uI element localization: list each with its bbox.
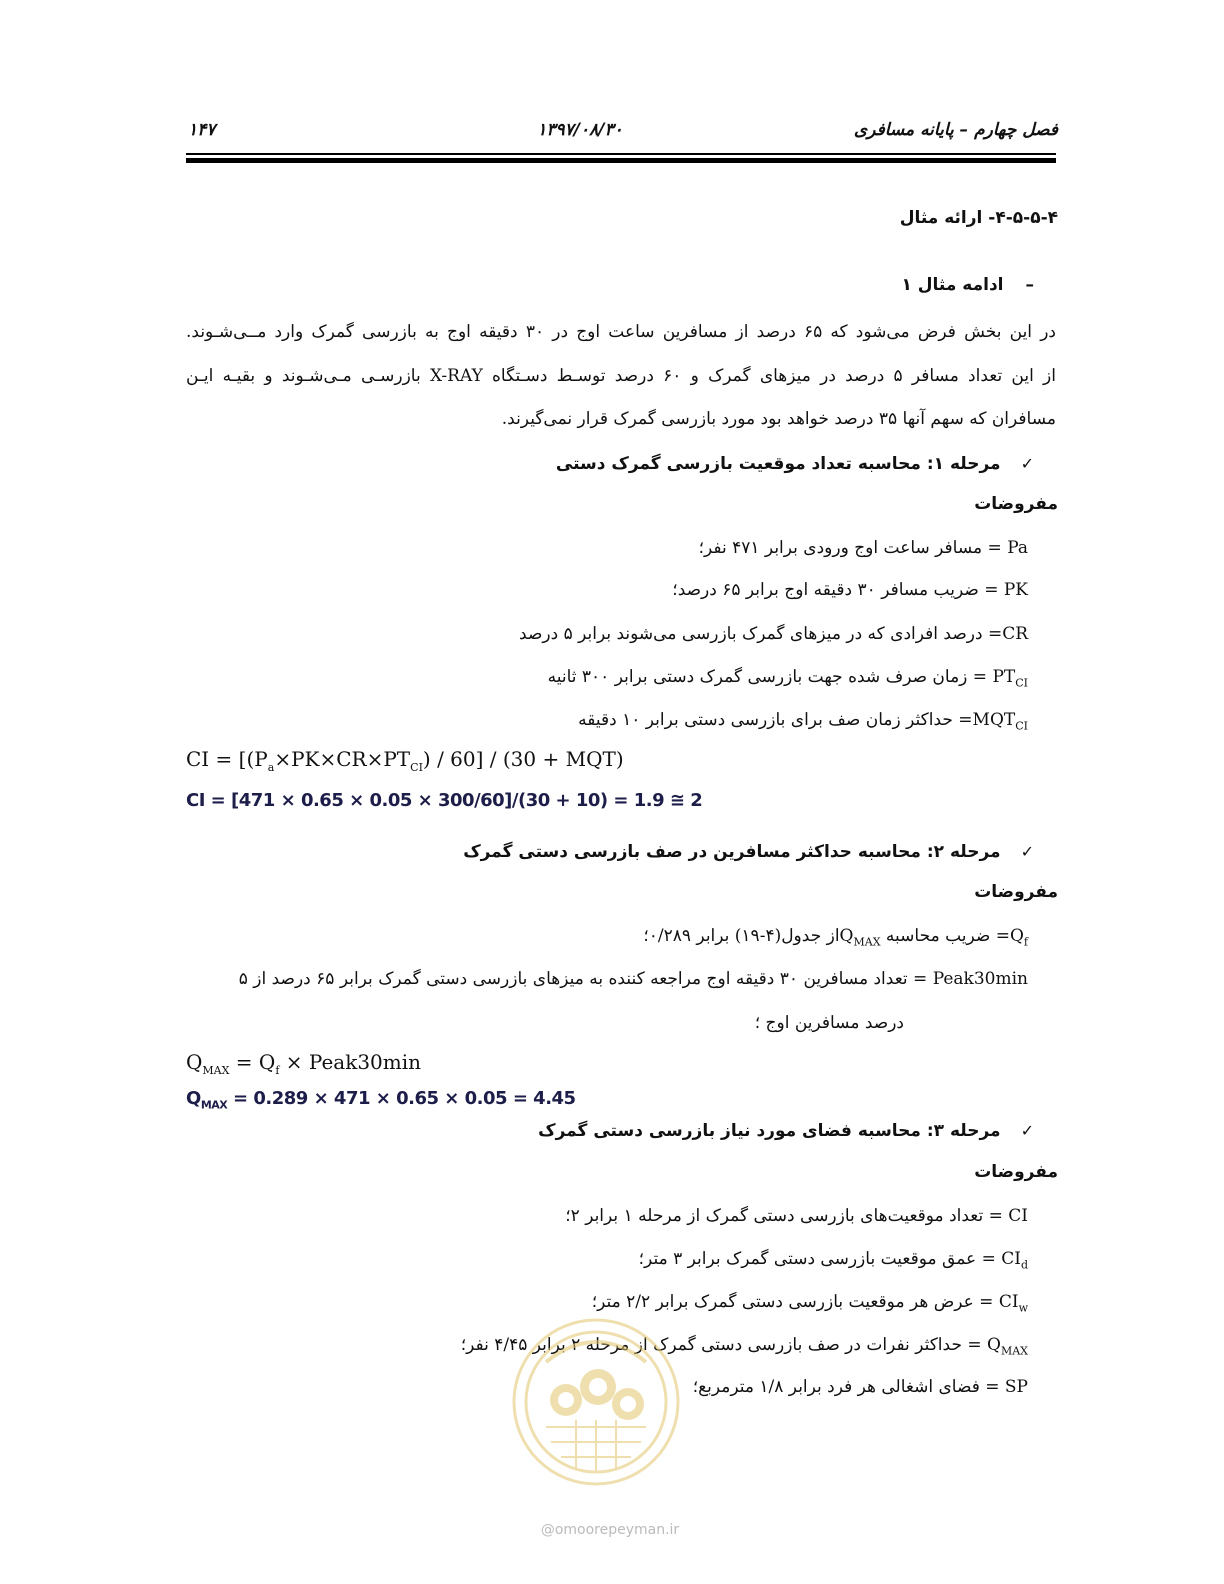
symbol: CI	[1008, 1206, 1028, 1226]
dash-bullet: –	[1025, 275, 1034, 295]
step2-formula: $Q_{MAX} = Q_f$ × Peak30min	[186, 1050, 422, 1077]
step1-assumption-mqt	[578, 710, 1028, 732]
assumption-text: = عرض هر موقعیت بازرسی دستی گمرک برابر ۲/۲ متر؛	[591, 1292, 999, 1312]
step3-assumption-sp	[693, 1377, 1028, 1397]
header-rule-thin	[186, 153, 1056, 155]
assumption-text: = عمق موقعیت بازرسی دستی گمرک برابر ۳ متر؛	[638, 1249, 1002, 1269]
check-icon: ✓	[1020, 842, 1034, 861]
symbol: CR	[1002, 624, 1028, 644]
check-icon: ✓	[1020, 1121, 1034, 1140]
step1-formula: CI = $[(P_a\times PK\times CR\times PT_{CI}) / 60] / (30 + MQT)$	[186, 747, 624, 774]
symbol: $CI_w$	[998, 1292, 1028, 1315]
step1-assumption-pt	[548, 667, 1028, 689]
assumption-text: = فضای اشغالی هر فرد برابر ۱/۸ مترمربع؛	[692, 1377, 1005, 1397]
symbol: Pa	[1007, 538, 1028, 558]
step1-title-row	[556, 454, 1034, 474]
assumption-text: = تعداد موقعیت‌های بازرسی دستی گمرک از مرحله ۱ برابر ۲؛	[565, 1206, 1009, 1226]
step2-title: مرحله ۲: محاسبه حداکثر مسافرین در صف بازرسی دستی گمرک	[463, 842, 1001, 862]
symbol: SP	[1004, 1377, 1028, 1397]
step3-assumption-ci	[565, 1206, 1028, 1226]
header-date: ۱۳۹۷/۰۸/۳۰	[537, 120, 623, 140]
step1-assumption-cr	[519, 624, 1028, 644]
assumption-text: = تعداد مسافرین ۳۰ دقیقه اوج مراجعه کننده به میزهای بازرسی دستی گمرک برابر ۶۵ درصد از ۵	[238, 969, 933, 989]
step2-assumptions-label: مفروضات	[974, 882, 1058, 902]
step2-assumption-qf: $Q_f=$ ضریب محاسبه $Q_{MAX}از$ جدول(۴-۱۹) برابر ۰/۲۸۹؛	[643, 926, 1028, 949]
step2-assumption-peak	[239, 969, 1028, 989]
watermark-logo-icon	[506, 1312, 686, 1492]
assumption-text: = حداکثر نفرات در صف بازرسی دستی گمرک از مرحله ۲ برابر ۴/۴۵ نفر؛	[460, 1335, 988, 1355]
step3-assumption-cid	[639, 1249, 1028, 1271]
symbol: Peak30min	[932, 969, 1028, 989]
step1-assumption-pk	[672, 580, 1028, 600]
watermark-site: @omoorepeyman.ir	[540, 1522, 680, 1538]
section-heading: ۴-۵-۵-۴- ارائه مثال	[899, 208, 1058, 228]
assumption-text: = ضریب مسافر ۳۰ دقیقه اوج برابر ۶۵ درصد؛	[672, 580, 1004, 600]
step3-title: مرحله ۳: محاسبه فضای مورد نیاز بازرسی دستی گمرک	[538, 1121, 1001, 1141]
assumption-text: = زمان صرف شده جهت بازرسی گمرک دستی برابر ۳۰۰ ثانیه	[547, 667, 993, 687]
intro-line-3: مسافران که سهم آنها ۳۵ درصد خواهد بود مورد بازرسی گمرک قرار نمی‌گیرند.	[501, 409, 1056, 429]
symbol: $CI_d$	[1001, 1249, 1028, 1272]
symbol: PK	[1003, 580, 1028, 600]
step2-title-row	[463, 842, 1034, 862]
example-title-text: ادامه مثال ۱	[901, 275, 1004, 295]
intro-line-1: در این بخش فرض می‌شود که ۶۵ درصد از مسافرین ساعت اوج در ۳۰ دقیقه اوج به بازرسی گمرک وارد مــی‌شـوند.	[186, 322, 1056, 342]
step3-title-row	[538, 1121, 1034, 1141]
step1-assumptions-label: مفروضات	[974, 494, 1058, 514]
step1-title: مرحله ۱: محاسبه تعداد موقعیت بازرسی گمرک دستی	[555, 454, 1001, 474]
step3-assumptions-label: مفروضات	[974, 1162, 1058, 1182]
check-icon: ✓	[1020, 454, 1034, 473]
step2-assumption-peak-cont: درصد مسافرین اوج ؛	[754, 1013, 904, 1033]
assumption-text: = مسافر ساعت اوج ورودی برابر ۴۷۱ نفر؛	[698, 538, 1008, 558]
assumption-text: = درصد افرادی که در میزهای گمرک بازرسی می‌شوند برابر ۵ درصد	[519, 624, 1003, 644]
assumption-text: = حداکثر زمان صف برای بازرسی دستی برابر ۱۰ دقیقه	[578, 710, 973, 730]
symbol: $Q_f$	[1009, 926, 1028, 949]
symbol: $PT_{CI}$	[992, 667, 1028, 690]
step1-calculation: CI = [471 × 0.65 × 0.05 × 300/60]/(30 + 10) = 1.9 ≅ 2	[186, 790, 703, 811]
step2-calculation: $Q_{MAX} = 0.289 \times 471 \times 0.65 \times 0.05 = 4.45$	[186, 1088, 576, 1112]
example-title	[901, 275, 1034, 295]
step1-assumption-pa	[699, 538, 1028, 558]
symbol: $Q_{MAX}$	[839, 926, 881, 949]
intro-line-2: از این تعداد مسافر ۵ درصد در میزهای گمرک و ۶۰ درصد توسـط دسـتگاه X-RAY بازرسـی مـی‌شـوند و بقیـه ایـن	[186, 366, 1056, 386]
page-number: ۱۴۷	[188, 120, 216, 140]
header-rule-thick	[186, 158, 1056, 163]
symbol: $MQT_{CI}$	[972, 710, 1028, 733]
chapter-title: فصل چهارم – پایانه مسافری	[853, 120, 1058, 140]
symbol: $Q_{MAX}$	[987, 1335, 1028, 1358]
